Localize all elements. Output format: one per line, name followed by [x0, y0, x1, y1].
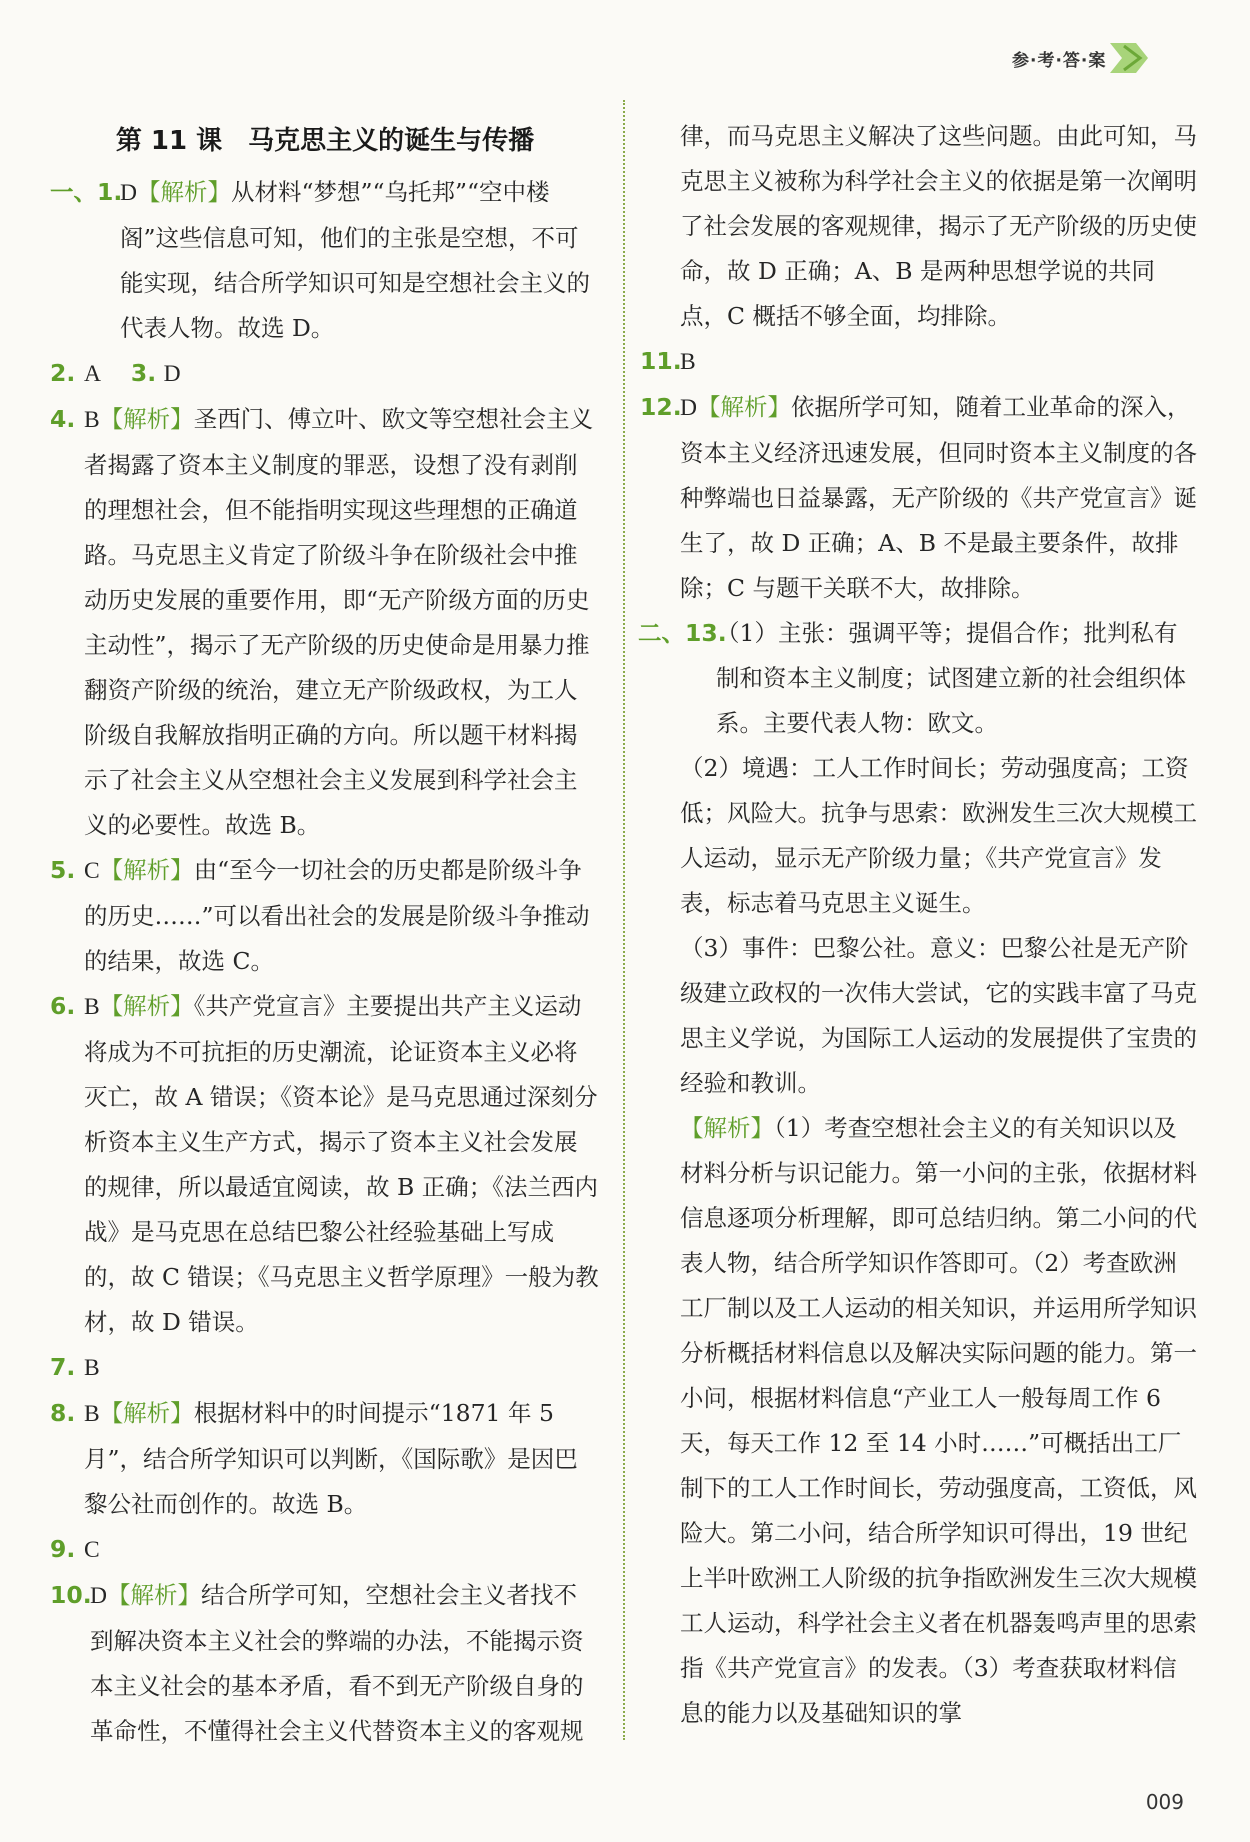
answer-item-11: [640, 339, 1200, 385]
question-number: 2.: [50, 359, 76, 387]
answer-item-10: [50, 1573, 600, 1754]
question-number: 9.: [50, 1535, 76, 1563]
answer-item-8: [50, 1391, 600, 1527]
answer-letter: B: [84, 407, 100, 433]
question-number: 6.: [50, 992, 76, 1020]
answer-letter: B: [680, 349, 696, 375]
analysis-text: 圣西门、傅立叶、欧文等空想社会主义者揭露了资本主义制度的罪恶，设想了没有剥削的理想社会，但不能指明实现这些理想的正确道路。马克思主义肯定了阶级斗争在阶级社会中推动历史发展的重要作用，即“无产阶级方面的历史主动性”，揭示了无产阶级的历史使命是用暴力推翻资产阶级的统治，建立无产阶级政权，为工人阶级自我解放指明正确的方向。所以题干材料揭示了社会主义从空想社会主义发展到科学社会主义的必要性。故选 B。: [84, 405, 594, 839]
answer-item-5: [50, 848, 600, 984]
answer-letter: D: [163, 361, 181, 387]
question-number: 11.: [640, 347, 682, 375]
question-number: 8.: [50, 1399, 76, 1427]
question-number: 10.: [50, 1581, 92, 1609]
answer-part-1: （1）主张：强调平等；提倡合作；批判私有制和资本主义制度；试图建立新的社会组织体系。主要代表人物：欧文。: [716, 619, 1186, 737]
question-number: 13.: [685, 619, 727, 647]
analysis-text: 依据所学可知，随着工业革命的深入，资本主义经济迅速发展，但同时资本主义制度的各种弊端也日益暴露，无产阶级的《共产党宣言》诞生了，故 D 正确；A、B 不是最主要条件，故排除；C 与题干关联不大，故排除。: [680, 393, 1197, 602]
answer-item-12: [640, 385, 1200, 611]
section-two-label: 二、: [638, 619, 685, 647]
analysis-text: （1）考查空想社会主义的有关知识以及材料分析与识记能力。第一小问的主张，依据材料信息逐项分析理解，即可总结归纳。第二小问的代表人物，结合所学知识作答即可。（2）考查欧洲工厂制以及工人运动的相关知识，并运用所学知识分析概括材料信息以及解决实际问题的能力。第一小问，根据材料信息“产业工人一般每周工作 6 天，每天工作 12 至 14 小时……”可概括出工厂制下的工人工作时间长，劳动强度高，工资低，风险大。第二小问，结合所学知识可得出，19 世纪上半叶欧洲工人阶级的抗争指欧洲发生三次大规模工人运动，科学社会主义者在机器轰鸣声里的思索指《共产党宣言》的发表。（3）考查获取材料信息的能力以及基础知识的掌: [680, 1114, 1197, 1727]
analysis-text: 结合所学可知，空想社会主义者找不到解决资本主义社会的弊端的办法，不能揭示资本主义社会的基本矛盾，看不到无产阶级自身的革命性，不懂得社会主义代替资本主义的客观规: [90, 1581, 584, 1745]
analysis-paragraph: [680, 1106, 1200, 1736]
answer-item-10-continued: [640, 114, 1200, 339]
analysis-text: 律，而马克思主义解决了这些问题。由此可知，马克思主义被称为科学社会主义的依据是第一次阐明了社会发展的客观规律，揭示了无产阶级的历史使命，故 D 正确；A、B 是两种思想学说的共同点，C 概括不够全面，均排除。: [680, 122, 1197, 330]
answer-letter: D: [680, 395, 697, 421]
answer-part-2: （2）境遇：工人工作时间长；劳动强度高；工资低；风险大。抗争与思索：欧洲发生三次大规模工人运动，显示无产阶级力量；《共产党宣言》发表，标志着马克思主义诞生。: [680, 754, 1197, 917]
answer-item-7: [50, 1345, 600, 1391]
answer-key-header: [1000, 40, 1150, 76]
question-number: 12.: [640, 393, 682, 421]
answer-letter: A: [84, 361, 101, 387]
answer-letter: C: [84, 858, 100, 884]
answer-letter: B: [84, 1355, 100, 1381]
analysis-text: 从材料“梦想”“乌托邦”“空中楼阁”这些信息可知，他们的主张是空想，不可能实现，结合所学知识可知是空想社会主义的代表人物。故选 D。: [120, 178, 590, 342]
right-column: [640, 114, 1200, 1736]
analysis-tag: 【解析】: [136, 178, 231, 206]
question-number: 5.: [50, 856, 76, 884]
analysis-tag: 【解析】: [680, 1114, 774, 1142]
analysis-text: 根据材料中的时间提示“1871 年 5 月”，结合所学知识可以判断，《国际歌》是因巴黎公社而创作的。故选 B。: [84, 1399, 578, 1518]
answer-letter: B: [84, 994, 100, 1020]
lesson-title: 第 11 课 马克思主义的诞生与传播: [115, 126, 535, 156]
page-number: 009: [1145, 1790, 1184, 1814]
answer-item-13: [640, 611, 1200, 1736]
question-number: 4.: [50, 405, 76, 433]
section-one-label: 一、: [50, 178, 97, 206]
answer-item-1: [50, 170, 600, 351]
header-label: 参·考·答·案: [1012, 50, 1107, 71]
answer-letter: D: [120, 180, 137, 206]
analysis-tag: 【解析】: [99, 856, 194, 884]
question-number: 7.: [50, 1353, 76, 1381]
answer-item-9: [50, 1527, 600, 1573]
question-number: 3.: [130, 359, 157, 387]
answer-item-6: [50, 984, 600, 1345]
chevron-right-icon: [1110, 40, 1150, 76]
answer-part-3: （3）事件：巴黎公社。意义：巴黎公社是无产阶级建立政权的一次伟大尝试，它的实践丰富了马克思主义学说，为国际工人运动的发展提供了宝贵的经验和教训。: [680, 934, 1197, 1097]
analysis-text: 由“至今一切社会的历史都是阶级斗争的历史……”可以看出社会的发展是阶级斗争推动的结果，故选 C。: [84, 856, 590, 975]
analysis-tag: 【解析】: [99, 405, 194, 433]
answer-letter: C: [84, 1537, 100, 1563]
question-number: 1.: [97, 178, 123, 206]
answer-letter: D: [90, 1583, 107, 1609]
left-column: [50, 118, 600, 1754]
answer-item-2-3: [50, 351, 600, 397]
answer-letter: B: [84, 1401, 100, 1427]
answer-item-4: [50, 397, 600, 848]
analysis-tag: 【解析】: [696, 393, 791, 421]
analysis-tag: 【解析】: [99, 1399, 194, 1427]
analysis-tag: 【解析】: [99, 992, 194, 1020]
column-divider: [623, 100, 625, 1740]
analysis-text: 《共产党宣言》主要提出共产主义运动将成为不可抗拒的历史潮流，论证资本主义必将灭亡，故 A 错误；《资本论》是马克思通过深刻分析资本主义生产方式，揭示了资本主义社会发展的规律，所以最适宜阅读，故 B 正确；《法兰西内战》是马克思在总结巴黎公社经验基础上写成的，故 C 错误；《马克思主义哲学原理》一般为教材，故 D 错误。: [84, 992, 599, 1336]
analysis-tag: 【解析】: [106, 1581, 201, 1609]
